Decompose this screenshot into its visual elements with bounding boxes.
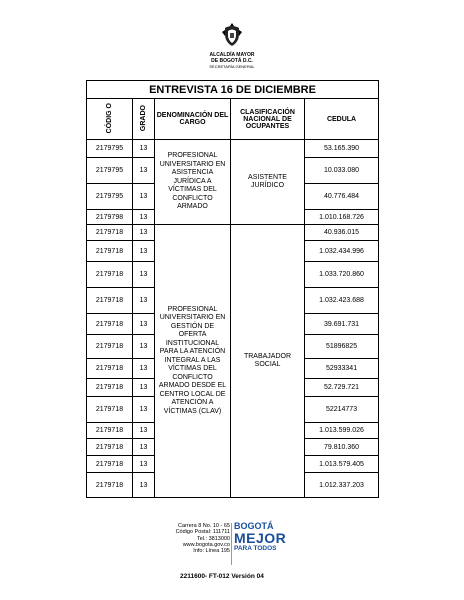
entity-line-2: DE BOGOTÁ D.C. [211,57,253,64]
entity-line-1: ALCALDÍA MAYOR [209,52,255,58]
table-row: 2179718 13 1.012.337.203 [87,473,379,498]
col-header-codigo: CÓDIG O [87,99,133,140]
col-header-denominacion: DENOMINACIÓN DEL CARGO [155,99,231,140]
table-row: 2179795 13 PROFESIONAL UNIVERSITARIO EN ASISTENCIA JURÍDICA A VÍCTIMAS DEL CONFLICTO ARMADO ASISTENTE JURÍDICO 53.165.390 [87,140,379,158]
bogota-crest-icon [221,22,243,48]
table-row: 2179718 13 52214773 [87,397,379,423]
footer-divider [231,523,232,565]
interview-table [86,80,379,498]
clasificacion-group2: TRABAJADOR SOCIAL [231,225,305,498]
table-row: 2179795 13 40.776.484 [87,184,379,210]
table-row: 2179718 13 51896825 [87,335,379,359]
table-row: 2179795 13 10.033.080 [87,158,379,184]
bogota-mejor-logo: BOGOTÁ MEJOR PARA TODOS [234,521,287,552]
table-row: 2179718 13 PROFESIONAL UNIVERSITARIO EN GESTIÓN DE OFERTA INSTITUCIONAL PARA LA ATENCIÓN INTEGRAL A LAS VÍCTIMAS DEL CONFLICTO ARMADO DESDE EL CENTRO LOCAL DE ATENCIÓN A VÍCTIMAS (CLAV) TRABAJADOR SOCIAL 40.936.015 [87,225,379,241]
denominacion-group1: PROFESIONAL UNIVERSITARIO EN ASISTENCIA JURÍDICA A VÍCTIMAS DEL CONFLICTO ARMADO [155,140,231,225]
clasificacion-group1: ASISTENTE JURÍDICO [231,140,305,225]
col-header-grado: GRADO [133,99,155,140]
document-header [0,22,464,69]
table-row: 2179718 13 1.033.720.860 [87,262,379,288]
entity-line-3: SECRETARÍA GENERAL [209,64,255,69]
table-row: 2179718 13 1.013.579.405 [87,456,379,473]
table-row: 2179718 13 39.691.731 [87,314,379,335]
table-row: 2179718 13 52933341 [87,359,379,379]
table-row: 2179798 13 1.010.168.726 [87,210,379,225]
table-title: ENTREVISTA 16 DE DICIEMBRE [87,81,379,99]
table-row: 2179718 13 1.032.434.996 [87,241,379,262]
table-row: 2179718 13 1.013.599.026 [87,423,379,439]
denominacion-group2: PROFESIONAL UNIVERSITARIO EN GESTIÓN DE OFERTA INSTITUCIONAL PARA LA ATENCIÓN INTEGRAL A LAS VÍCTIMAS DEL CONFLICTO ARMADO DESDE EL CENTRO LOCAL DE ATENCIÓN A VÍCTIMAS (CLAV) [155,225,231,498]
table-row: 2179718 13 52.729.721 [87,379,379,397]
col-header-clasificacion: CLASIFICACIÓN NACIONAL DE OCUPANTES [231,99,305,140]
form-code: 2211600- FT-012 Versión 04 [180,573,264,580]
table-row: 2179718 13 79.810.360 [87,439,379,456]
footer-address: Carrera 8 No. 10 - 65 Código Postal: 111711 Tel.: 3813000 www.bogota.gov.co Info: Línea 195 [175,523,230,555]
table-row: 2179718 13 1.032.423.688 [87,288,379,314]
col-header-cedula: CEDULA [305,99,379,140]
